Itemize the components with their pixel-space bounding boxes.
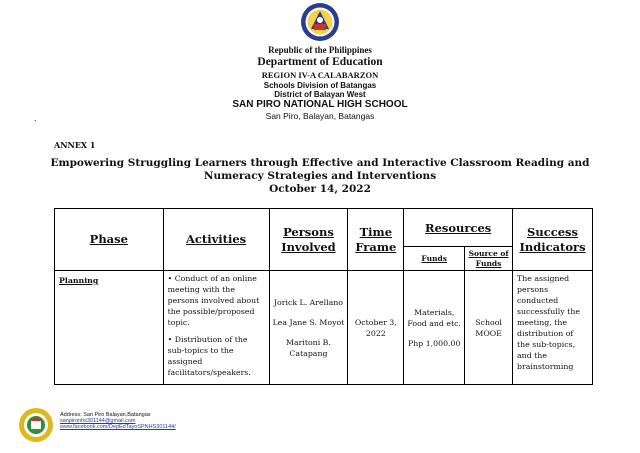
- header-school: SAN PIRO NATIONAL HIGH SCHOOL: [232, 99, 408, 110]
- header-department: Department of Education: [257, 56, 383, 68]
- header-division: Schools Division of Batangas: [263, 81, 377, 90]
- header-success: Success Indicators: [513, 209, 593, 271]
- person-name: Jorick L. Arellano: [273, 297, 343, 307]
- cell-phase: Planning: [55, 271, 164, 385]
- footer-facebook[interactable]: www.facebook.com/DepEdTayoSPNHS301144/: [60, 424, 176, 430]
- funds-items: Materials, Food and etc.: [407, 307, 461, 328]
- cell-persons: [269, 271, 348, 385]
- header-resources: Resources: [404, 209, 513, 247]
- cell-source: School MOOE: [465, 271, 513, 385]
- cell-funds: [404, 271, 465, 385]
- deped-seal-icon: [300, 2, 340, 42]
- header-source: Source of Funds: [465, 247, 513, 271]
- cell-success: The assigned persons conducted successfully the meeting, the distribution of the sub-topics, and the brainstorming: [513, 271, 593, 385]
- header-republic: Republic of the Philippines: [268, 45, 372, 55]
- header-time: Time Frame: [348, 209, 404, 271]
- header-funds: Funds: [404, 247, 465, 271]
- footer-email[interactable]: sanpironhs301144@gmail.com: [60, 418, 136, 424]
- title-line-2: Numeracy Strategies and Interventions: [203, 170, 437, 182]
- activity-item: • Conduct of an online meeting with the persons involved about the possible/proposed topic.: [167, 274, 260, 327]
- document-title: [0, 157, 640, 196]
- footer-contact: [60, 412, 176, 430]
- stray-mark: .: [34, 114, 37, 123]
- action-plan-table: [54, 208, 593, 385]
- footer-address: Address: San Piro Balayan,Batangas: [60, 412, 151, 418]
- header-phase: Phase: [55, 209, 164, 271]
- cell-time: October 3, 2022: [348, 271, 404, 385]
- table-row: [55, 271, 593, 385]
- header-persons: Persons Involved: [269, 209, 348, 271]
- header-location: San Piro, Balayan, Batangas: [265, 111, 375, 121]
- title-line-1: Empowering Struggling Learners through Effective and Interactive Classroom Reading and: [50, 157, 590, 169]
- header-region: REGION IV-A CALABARZON: [261, 70, 379, 80]
- school-logo-icon: [18, 407, 54, 443]
- cell-activities: [163, 271, 269, 385]
- activity-item: • Distribution of the sub-topics to the assigned facilitators/speakers.: [167, 335, 251, 377]
- title-date: October 14, 2022: [269, 183, 371, 195]
- header-activities: Activities: [163, 209, 269, 271]
- header-district: District of Balayan West: [274, 90, 366, 99]
- funds-amount: Php 1,000.00: [407, 338, 461, 348]
- person-name: Maritoni B. Catapang: [286, 337, 331, 358]
- annex-label: ANNEX 1: [54, 140, 96, 150]
- person-name: Lea Jane S. Moyot: [272, 317, 345, 327]
